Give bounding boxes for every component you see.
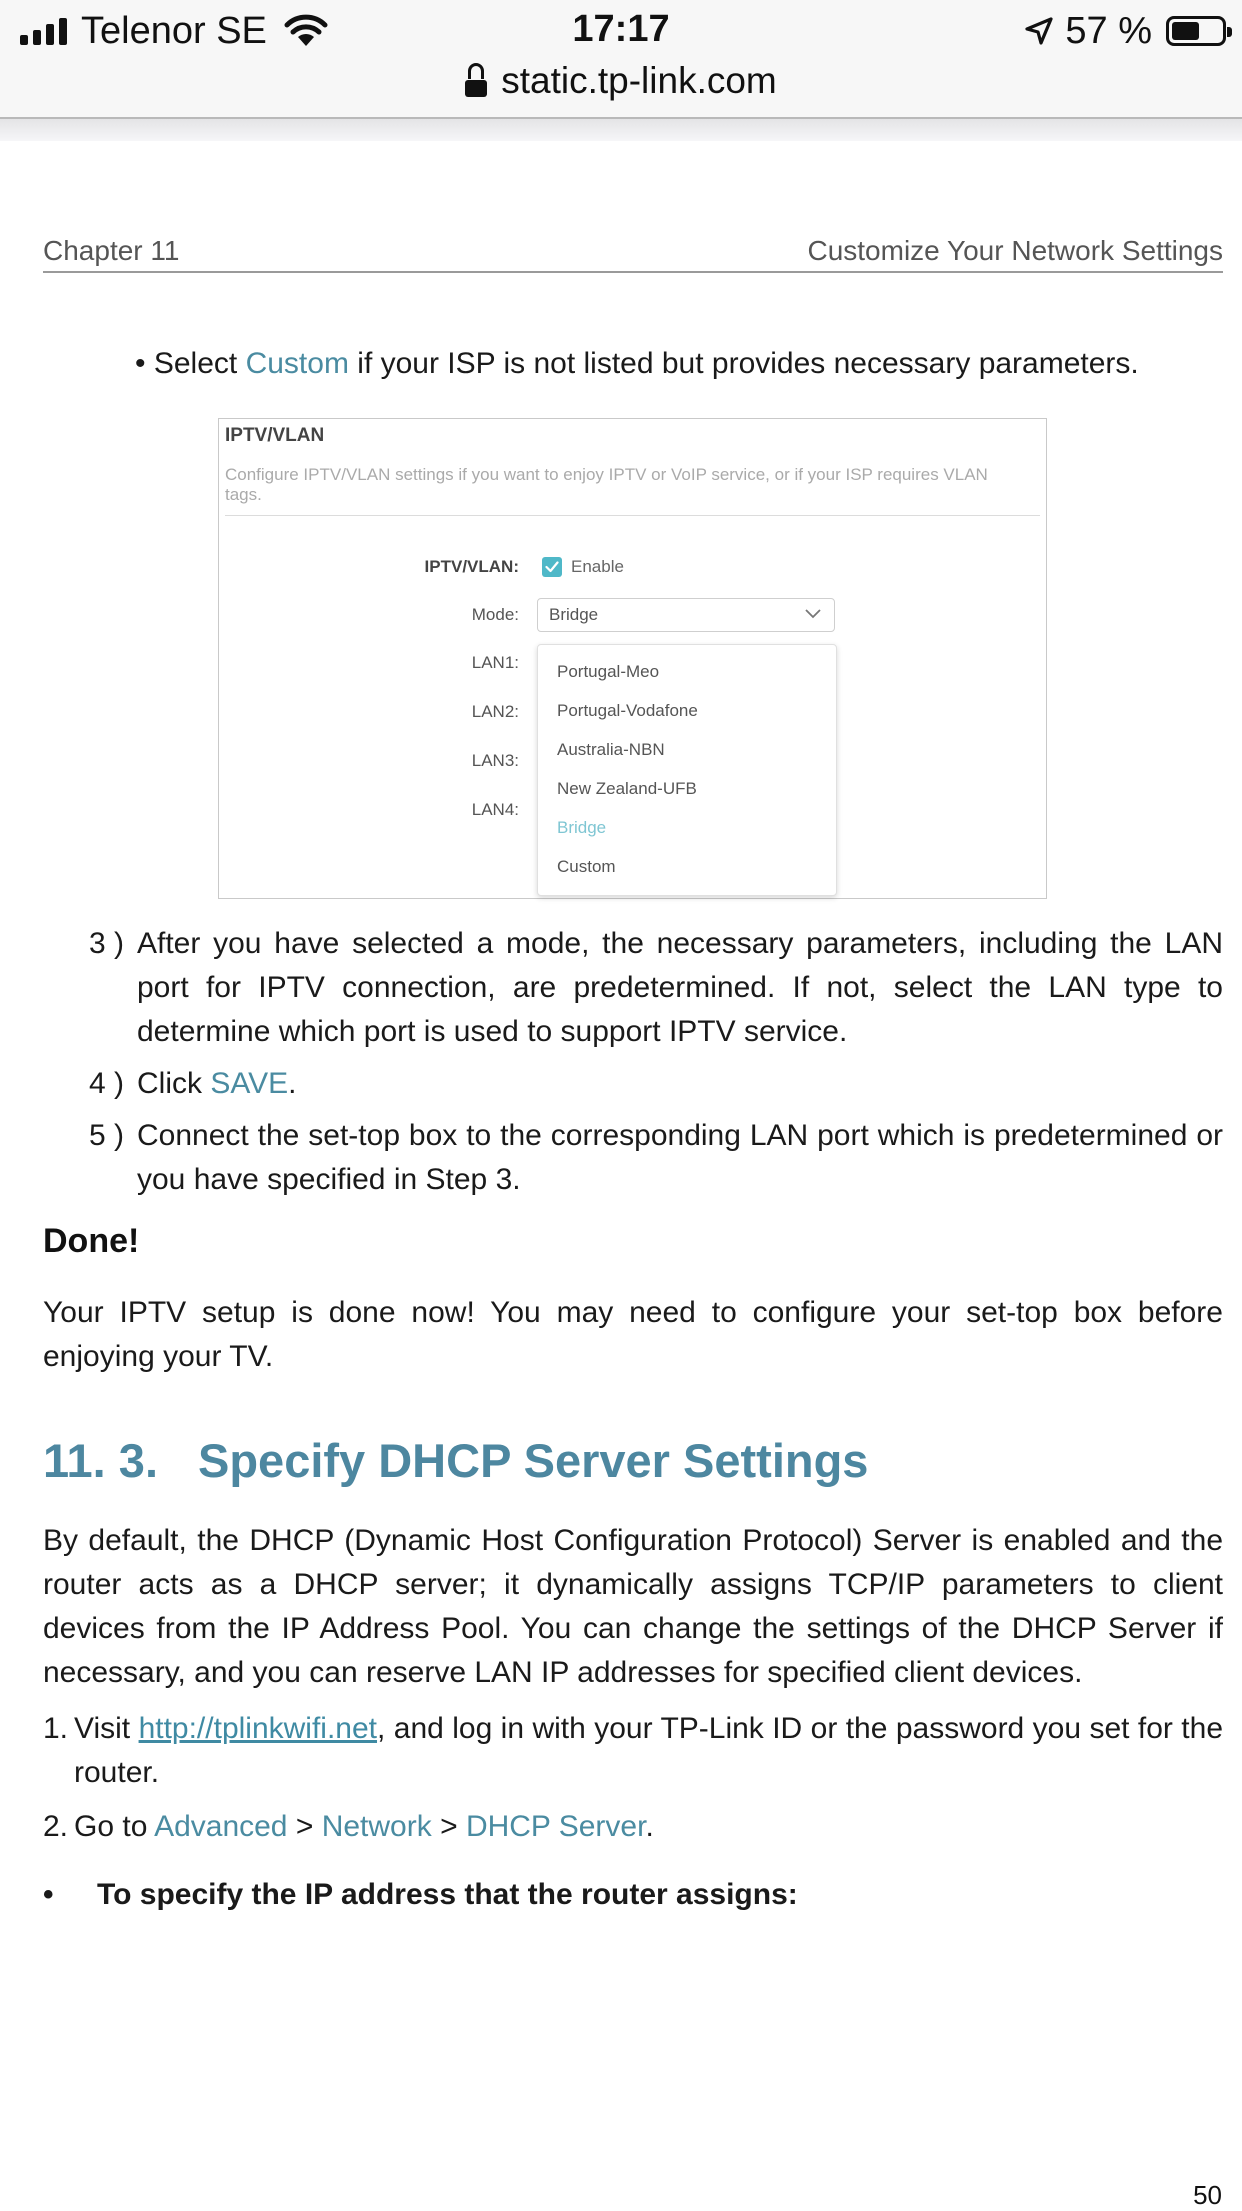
- done-text: Your IPTV setup is done now! You may need to configure your set-top box before enjoying your TV.: [43, 1296, 1223, 1373]
- dhcp-server-link[interactable]: DHCP Server: [465, 1810, 646, 1843]
- bullet-text-pre: Select: [153, 347, 246, 380]
- bullet-text-post: if your ISP is not listed but provides necessary parameters.: [348, 347, 1139, 380]
- step-number: 3 ): [89, 927, 125, 960]
- step-number: 1.: [43, 1712, 69, 1745]
- step-4-post: .: [288, 1067, 297, 1100]
- done-heading: Done!: [43, 1222, 140, 1260]
- ios-status-bar: [0, 0, 1242, 118]
- page-number: 50: [1193, 2180, 1222, 2210]
- mode-option[interactable]: Australia-NBN: [557, 740, 665, 759]
- step-3-text: After you have selected a mode, the necessary parameters, including the LAN port for IPTV connection, are predetermined. If not, select the LAN type to determine which port is used to support IPTV service.: [137, 927, 1223, 1048]
- mode-select[interactable]: [537, 598, 835, 632]
- section-intro: By default, the DHCP (Dynamic Host Configuration Protocol) Server is enabled and the router acts as a DHCP server; it dynamically assigns TCP/IP parameters to client devices from the IP Address Pool. You can change the settings of the DHCP Server if necessary, and you can reserve LAN IP addresses for specified client devices.: [43, 1524, 1223, 1689]
- page-top-shadow: [0, 119, 1242, 141]
- enable-checkbox[interactable]: [542, 557, 562, 577]
- lan2-label: LAN2:: [471, 702, 519, 721]
- status-right: [1023, 10, 1226, 52]
- enable-label: Enable: [571, 557, 624, 576]
- custom-link[interactable]: Custom: [245, 347, 349, 380]
- battery-icon: [1166, 16, 1226, 46]
- save-link[interactable]: SAVE: [210, 1067, 289, 1100]
- tplinkwifi-link[interactable]: http://tplinkwifi.net: [138, 1712, 378, 1745]
- location-arrow-icon: [1023, 15, 1055, 47]
- step-number: 2.: [43, 1810, 69, 1843]
- step-5-text: Connect the set-top box to the corresponding LAN port which is predetermined or you have specified in Step 3.: [137, 1119, 1223, 1196]
- document-running-header: [43, 233, 1223, 273]
- path-separator: >: [431, 1810, 466, 1843]
- step-number: 4 ): [89, 1067, 125, 1100]
- section-heading: [43, 1433, 868, 1488]
- mode-dropdown-menu: [537, 644, 837, 896]
- lan4-label: LAN4:: [471, 800, 519, 819]
- mode-option[interactable]: Portugal-Meo: [557, 662, 660, 681]
- mode-option[interactable]: Custom: [557, 857, 616, 876]
- goto-post: .: [645, 1810, 654, 1843]
- mode-selected-value: Bridge: [549, 605, 599, 624]
- chapter-title: Customize Your Network Settings: [807, 235, 1223, 266]
- step-number: 5 ): [89, 1119, 125, 1152]
- chapter-label: Chapter 11: [43, 235, 180, 266]
- mode-option-selected[interactable]: Bridge: [557, 818, 607, 837]
- bullet-glyph: •: [43, 1878, 54, 1911]
- section-number: 11. 3.: [43, 1434, 158, 1487]
- bullet-heading: To specify the IP address that the router assigns:: [97, 1878, 798, 1911]
- battery-nub: [1227, 27, 1232, 37]
- clock: 17:17: [572, 8, 670, 50]
- battery-fill: [1172, 22, 1199, 40]
- panel-title: IPTV/VLAN: [225, 425, 325, 446]
- mode-option[interactable]: Portugal-Vodafone: [557, 701, 698, 720]
- chevron-down-icon: [804, 608, 822, 620]
- url-text[interactable]: static.tp-link.com: [501, 60, 777, 101]
- network-link[interactable]: Network: [321, 1810, 432, 1843]
- visit-post: , and log in with your TP-Link ID or the password you set for the router.: [74, 1712, 1224, 1789]
- panel-description: Configure IPTV/VLAN settings if you want to enjoy IPTV or VoIP service, or if your ISP requires VLAN tags.: [225, 465, 988, 504]
- battery-percentage: 57 %: [1065, 9, 1152, 52]
- lock-icon: [465, 71, 487, 97]
- section-title: Specify DHCP Server Settings: [198, 1434, 869, 1487]
- lan3-label: LAN3:: [471, 751, 519, 770]
- goto-pre: Go to: [74, 1810, 155, 1843]
- mode-option[interactable]: New Zealand-UFB: [557, 779, 697, 798]
- bullet-custom: [135, 342, 1139, 386]
- step-4-text: [137, 1062, 297, 1106]
- step-4-pre: Click: [137, 1067, 211, 1100]
- lan1-label: LAN1:: [471, 653, 519, 672]
- goto-step-text: [74, 1805, 654, 1849]
- visit-pre: Visit: [74, 1712, 139, 1745]
- checkmark-icon: [545, 561, 559, 573]
- iptv-vlan-label: IPTV/VLAN:: [424, 557, 519, 576]
- carrier-name: Telenor SE: [81, 9, 267, 52]
- advanced-link[interactable]: Advanced: [154, 1810, 288, 1843]
- mode-label: Mode:: [471, 605, 519, 624]
- bullet-glyph: •: [135, 347, 146, 380]
- address-bar[interactable]: [0, 56, 1242, 106]
- path-separator: >: [287, 1810, 322, 1843]
- iptv-vlan-screenshot: [218, 418, 1047, 899]
- visit-step-text: [74, 1707, 1223, 1795]
- panel-divider: [225, 515, 1040, 516]
